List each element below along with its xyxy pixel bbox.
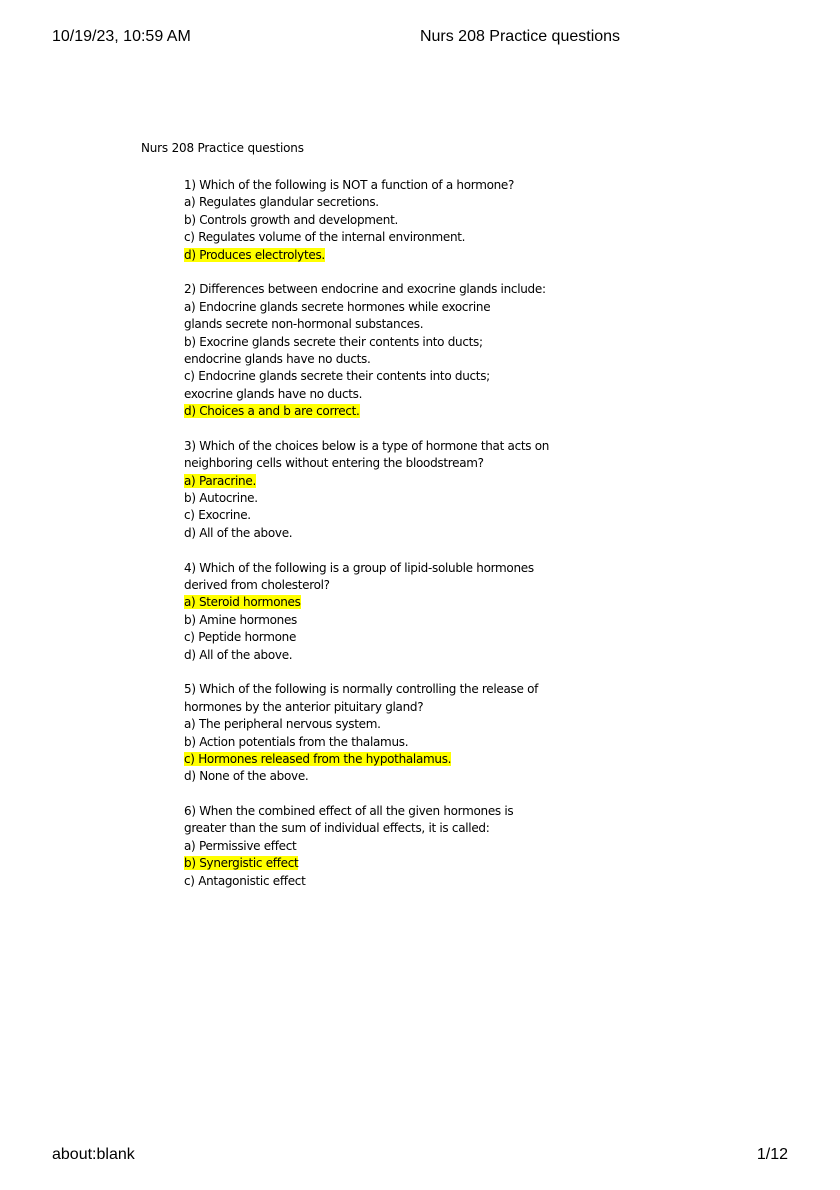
- line-text: 6) When the combined effect of all the given hormones is: [184, 804, 514, 819]
- answer-line: [184, 525, 604, 542]
- print-url: about:blank: [52, 1146, 135, 1163]
- line-text: endocrine glands have no ducts.: [184, 351, 371, 366]
- answer-line: [184, 855, 604, 872]
- line-text: a) Regulates glandular secretions.: [184, 195, 379, 210]
- answer-line: [184, 647, 604, 664]
- document-title: Nurs 208 Practice questions: [141, 141, 304, 155]
- question-1: [184, 177, 604, 264]
- line-text: c) Antagonistic effect: [184, 873, 306, 888]
- answer-line: [184, 490, 604, 507]
- line-text: b) Action potentials from the thalamus.: [184, 734, 409, 749]
- answer-line: [184, 368, 604, 385]
- line-text: a) Permissive effect: [184, 838, 297, 853]
- question-4: [184, 560, 604, 664]
- line-text: derived from cholesterol?: [184, 577, 330, 592]
- line-text: d) All of the above.: [184, 525, 293, 540]
- answer-line: [184, 334, 604, 351]
- answer-line: [184, 212, 604, 229]
- question-stem-line: [184, 177, 604, 194]
- line-text: neighboring cells without entering the bloodstream?: [184, 456, 484, 471]
- question-5: [184, 681, 604, 785]
- answer-line: [184, 299, 604, 316]
- question-list: [184, 177, 604, 907]
- line-text: c) Endocrine glands secrete their contents into ducts;: [184, 369, 490, 384]
- print-header: [0, 28, 840, 52]
- answer-line: [184, 577, 604, 594]
- question-stem-line: [184, 281, 604, 298]
- line-text: 5) Which of the following is normally controlling the release of: [184, 682, 539, 697]
- question-stem-line: [184, 438, 604, 455]
- line-text: hormones by the anterior pituitary gland?: [184, 699, 424, 714]
- line-text: c) Exocrine.: [184, 508, 251, 523]
- question-3: [184, 438, 604, 542]
- line-text: 1) Which of the following is NOT a function of a hormone?: [184, 178, 515, 192]
- answer-line: [184, 316, 604, 333]
- line-text: 2) Differences between endocrine and exocrine glands include:: [184, 282, 546, 297]
- line-text: 4) Which of the following is a group of lipid-soluble hormones: [184, 560, 534, 575]
- question-2: [184, 281, 604, 420]
- answer-line: [184, 751, 604, 768]
- line-text: 3) Which of the choices below is a type of hormone that acts on: [184, 438, 550, 453]
- answer-line: [184, 247, 604, 264]
- line-text: b) Autocrine.: [184, 491, 258, 506]
- answer-line: [184, 873, 604, 890]
- answer-line: [184, 594, 604, 611]
- print-page-title: Nurs 208 Practice questions: [419, 28, 621, 45]
- question-stem-line: [184, 560, 604, 577]
- answer-line: [184, 629, 604, 646]
- print-footer: [0, 1146, 840, 1170]
- answer-line: [184, 403, 604, 420]
- answer-line: [184, 507, 604, 524]
- line-text: glands secrete non-hormonal substances.: [184, 317, 424, 332]
- highlighted-answer-text: c) Hormones released from the hypothalamus.: [184, 751, 452, 766]
- answer-line: [184, 820, 604, 837]
- line-text: c) Peptide hormone: [184, 630, 297, 645]
- line-text: a) The peripheral nervous system.: [184, 717, 381, 732]
- answer-line: [184, 768, 604, 785]
- line-text: b) Controls growth and development.: [184, 212, 398, 227]
- answer-line: [184, 699, 604, 716]
- highlighted-answer-text: a) Paracrine.: [184, 473, 256, 488]
- highlighted-answer-text: a) Steroid hormones: [184, 595, 301, 610]
- answer-line: [184, 838, 604, 855]
- answer-line: [184, 194, 604, 211]
- question-stem-line: [184, 681, 604, 698]
- line-text: b) Amine hormones: [184, 612, 297, 627]
- page-number: 1/12: [756, 1146, 788, 1163]
- answer-line: [184, 612, 604, 629]
- answer-line: [184, 229, 604, 246]
- question-6: [184, 803, 604, 890]
- answer-line: [184, 734, 604, 751]
- question-stem-line: [184, 803, 604, 820]
- line-text: exocrine glands have no ducts.: [184, 386, 363, 401]
- line-text: greater than the sum of individual effects, it is called:: [184, 821, 490, 836]
- answer-line: [184, 473, 604, 490]
- highlighted-answer-text: d) Produces electrolytes.: [184, 247, 325, 262]
- line-text: b) Exocrine glands secrete their contents into ducts;: [184, 334, 483, 349]
- highlighted-answer-text: b) Synergistic effect: [184, 856, 299, 871]
- line-text: d) All of the above.: [184, 647, 293, 662]
- answer-line: [184, 386, 604, 403]
- print-datetime: 10/19/23, 10:59 AM: [52, 28, 191, 45]
- line-text: c) Regulates volume of the internal environment.: [184, 230, 466, 245]
- highlighted-answer-text: d) Choices a and b are correct.: [184, 404, 360, 419]
- answer-line: [184, 716, 604, 733]
- line-text: d) None of the above.: [184, 769, 309, 784]
- answer-line: [184, 351, 604, 368]
- line-text: a) Endocrine glands secrete hormones while exocrine: [184, 299, 491, 314]
- answer-line: [184, 455, 604, 472]
